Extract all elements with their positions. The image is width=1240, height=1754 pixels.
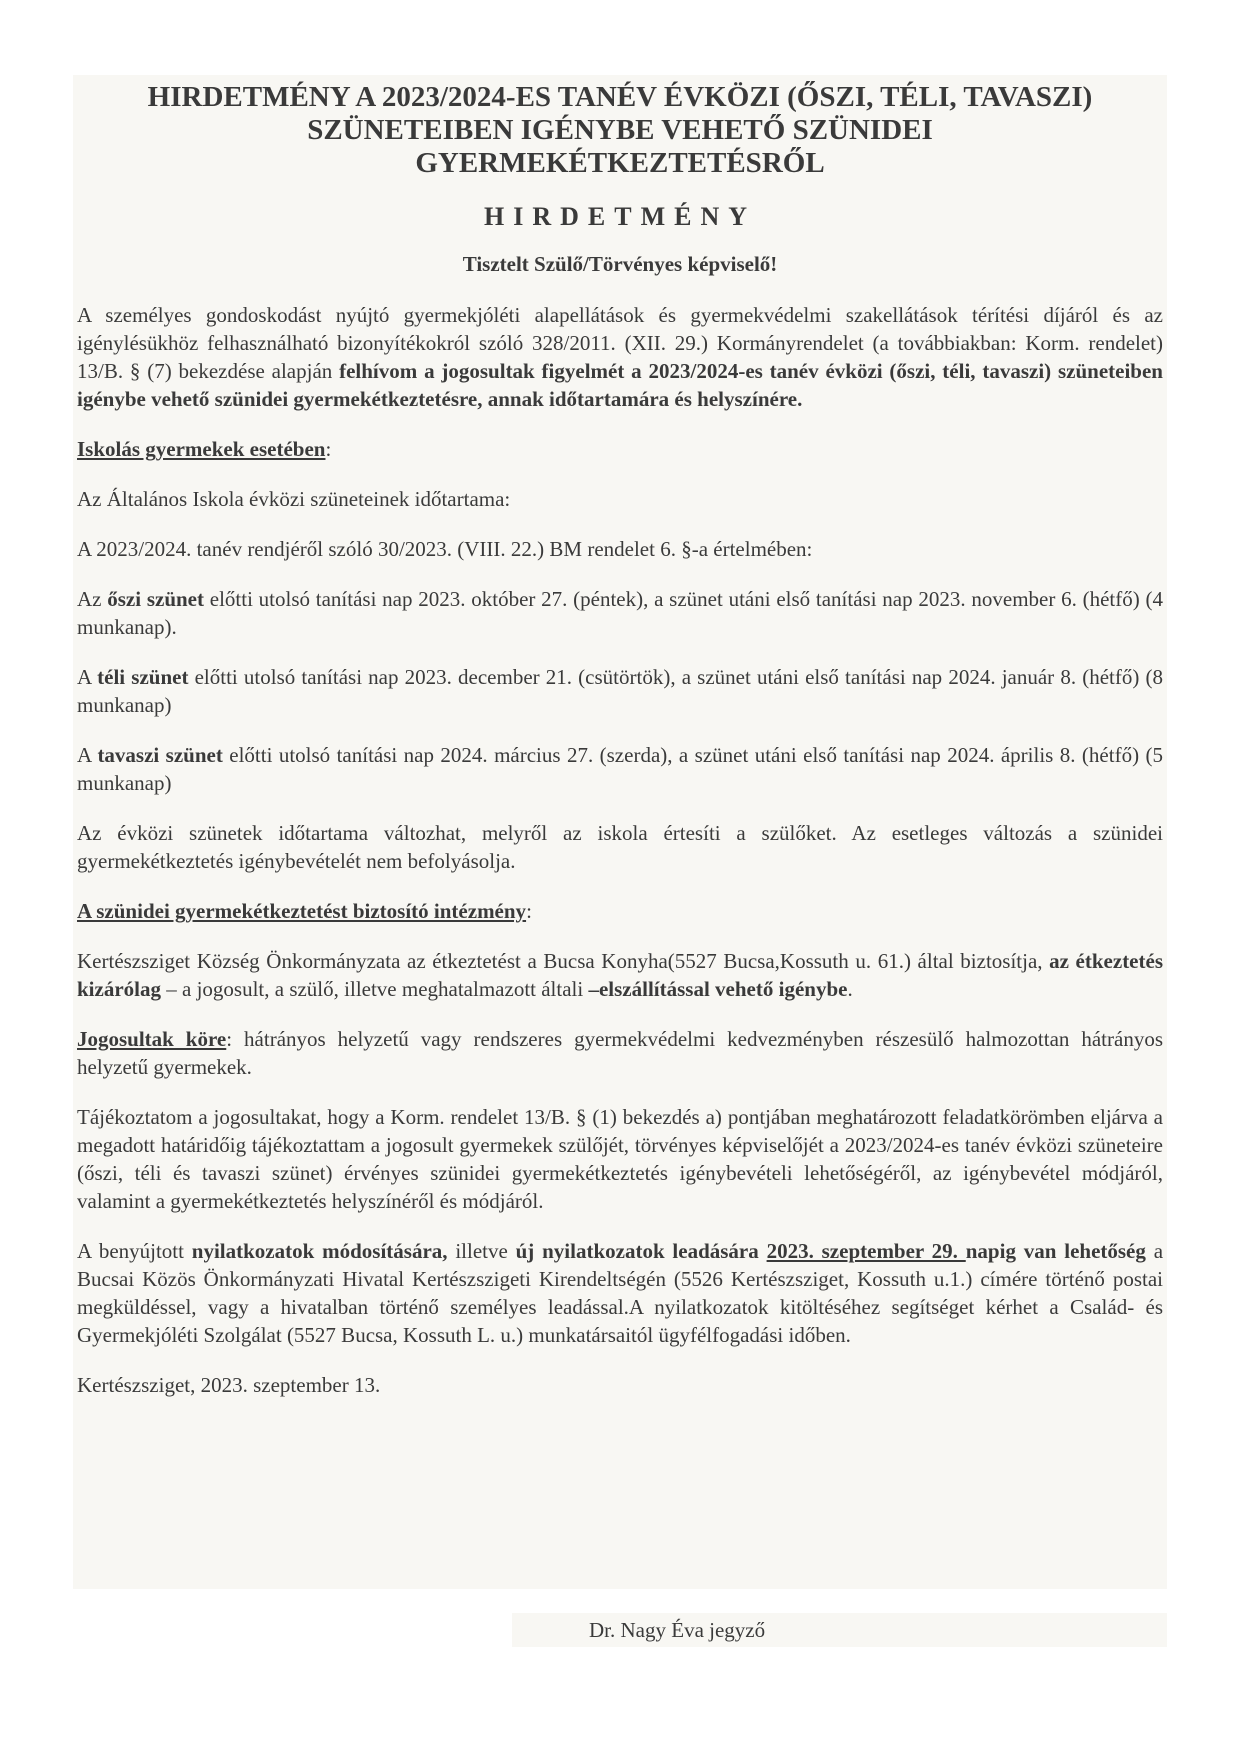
document-title [77, 75, 1163, 180]
autumn-break-paragraph: Az őszi szünet előtti utolsó tanítási nap 2023. október 27. (péntek), a szünet utáni első tanítási nap 2023. november 6. (hétfő) (4 munkanap). [77, 587, 1163, 639]
intro-paragraph: A személyes gondoskodást nyújtó gyermekjóléti alapellátások és gyermekvédelmi szakellátások térítési díjáról és az igénylésükhöz felhasználható bizonyítékokról szóló 328/2011. (XII. 29.) Kormányrendelet (a továbbiakban: Korm. rendelet) 13/B. § (7) bekezdése alapján felhívom a jogosultak figyelmét a 2023/2024-es tanév évközi (őszi, téli, tavaszi) szüneteiben igénybe vehető szünidei gyermekétkeztetésre, annak időtartamára és helyszínére. [77, 303, 1163, 411]
document-subtitle: HIRDETMÉNY [483, 202, 756, 231]
signature: Dr. Nagy Éva jegyző [589, 1618, 766, 1642]
duration-intro: Az Általános Iskola évközi szüneteinek időtartama: [77, 487, 511, 511]
spring-break-paragraph: A tavaszi szünet előtti utolsó tanítási nap 2024. március 27. (szerda), a szünet utáni első tanítási nap 2024. április 8. (hétfő) (5 munkanap) [77, 743, 1163, 795]
title-line-3: GYERMEKÉTKEZTETÉSRŐL [415, 147, 825, 179]
decree-paragraph: A 2023/2024. tanév rendjéről szóló 30/2023. (VIII. 22.) BM rendelet 6. §-a értelmében: [77, 537, 813, 561]
document-panel [73, 75, 1167, 1589]
greeting: Tisztelt Szülő/Törvényes képviselő! [462, 252, 778, 276]
inform-paragraph: Tájékoztatom a jogosultakat, hogy a Korm. rendelet 13/B. § (1) bekezdés a) pontjában meghatározott feladatkörömben eljárva a megadott határidőig tájékoztattam a jogosult gyermekek szülőjét, törvényes képviselőjét a 2023/2024-es tanév évközi szüneteire (őszi, téli és tavaszi szünet) érvényes szünidei gyermekétkeztetés igénybevételi lehetőségéről, az igénybevétel módjáról, valamint a gyermekétkeztetés helyszínéről és módjáról. [77, 1105, 1163, 1213]
change-note-paragraph: Az évközi szünetek időtartama változhat, melyről az iskola értesíti a szülőket. Az esetleges változás a szünidei gyermekétkeztetés igénybevételét nem befolyásolja. [77, 821, 1163, 873]
winter-break-paragraph: A téli szünet előtti utolsó tanítási nap 2023. december 21. (csütörtök), a szünet utáni első tanítási nap 2024. január 8. (hétfő) (8 munkanap) [77, 665, 1163, 717]
title-line-2: SZÜNETEIBEN IGÉNYBE VEHETŐ SZÜNIDEI [307, 114, 933, 146]
school-heading: Iskolás gyermekek esetében: [77, 437, 332, 461]
deadline-date: 2023. szeptember 29. [766, 1239, 966, 1263]
place-date: Kertészsziget, 2023. szeptember 13. [77, 1373, 381, 1397]
title-line-1: HIRDETMÉNY A 2023/2024-ES TANÉV ÉVKÖZI (ŐSZI, TÉLI, TAVASZI) [147, 81, 1093, 113]
intro-bold: felhívom a jogosultak figyelmét a 2023/2024-es tanév évközi (őszi, téli, tavaszi) szüneteiben igénybe vehető szünidei gyermekétkeztetésre, annak időtartamára és helyszínére. [77, 359, 1163, 411]
signature-box [512, 1613, 1167, 1647]
institution-paragraph: Kertészsziget Község Önkormányzata az étkeztetést a Bucsa Konyha(5527 Bucsa,Kossuth u. 61.) által biztosítja, az étkeztetés kizárólag – a jogosult, a szülő, illetve meghatalmazott általi –elszállítással vehető igénybe. [77, 949, 1163, 1001]
institution-heading: A szünidei gyermekétkeztetést biztosító intézmény: [77, 899, 532, 923]
submission-paragraph: A benyújtott nyilatkozatok módosítására, illetve új nyilatkozatok leadására 2023. szeptember 29. napig van lehetőség a Bucsai Közös Önkormányzati Hivatal Kertészszigeti Kirendeltségén (5526 Kertészsziget, Kossuth u.1.) címére történő postai megküldéssel, vagy a hivatalban történő személyes leadással.A nyilatkozatok kitöltéséhez segítséget kérhet a Család- és Gyermekjóléti Szolgálat (5527 Bucsa, Kossuth L. u.) munkatársaitól ügyfélfogadási időben. [77, 1239, 1164, 1347]
eligible-paragraph: Jogosultak köre: hátrányos helyzetű vagy rendszeres gyermekvédelmi kedvezményben részesülő halmozottan hátrányos helyzetű gyermekek. [77, 1027, 1164, 1079]
